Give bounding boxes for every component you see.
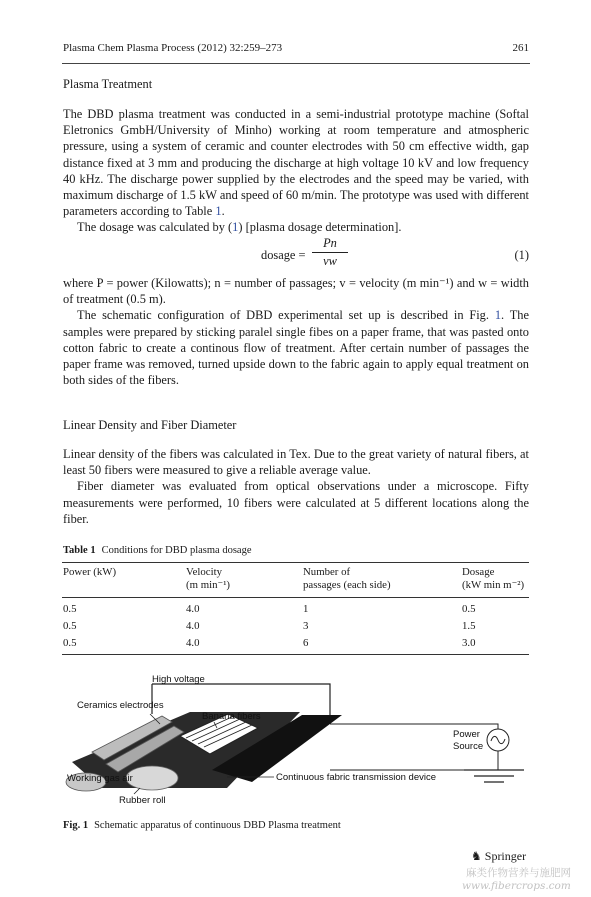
table-cell: 1.5 (462, 620, 476, 632)
table-header-cell: (kW min m⁻²) (462, 579, 525, 591)
springer-horse-icon: ♞ (471, 849, 482, 863)
table-top-rule (62, 562, 529, 563)
figure-caption (63, 820, 341, 831)
label-ceramics-electrodes: Ceramics electrodes (77, 700, 164, 711)
rubber-roll (126, 766, 178, 790)
table-header-cell: passages (each side) (303, 579, 391, 591)
equation-denominator: vw (323, 254, 337, 268)
section-heading-plasma-treatment: Plasma Treatment (63, 77, 153, 91)
table-header-cell: (m min⁻¹) (186, 579, 231, 591)
paragraph-linear-density: Linear density of the fibers was calculated in Tex. Due to the great variety of natural fibers, at least 50 fibers were measured to give a reliable average value. Fiber diameter was evaluated from optical observations under a microscope. Fifty measurements were performed, 10 fibers were calculated at 5 different locations along the fiber. (63, 447, 529, 526)
page-number: 261 (512, 42, 529, 54)
journal-citation: Plasma Chem Plasma Process (2012) 32:259–273 (63, 42, 283, 54)
table-header-cell: Number of (303, 566, 351, 578)
ac-wave-icon (491, 736, 505, 743)
table-title: Conditions for DBD plasma dosage (101, 545, 252, 556)
table-cell: 4.0 (186, 637, 200, 649)
watermark-url: www.fibercrops.com (462, 880, 571, 892)
figure-caption-text: Schematic apparatus of continuous DBD Plasma treatment (94, 820, 341, 831)
table-header-rule (62, 597, 529, 598)
equation-ref-link[interactable]: 1 (232, 220, 239, 235)
publisher-name: Springer (484, 849, 527, 863)
label-conveyor: Continuous fabric transmission device (276, 772, 436, 783)
publisher-mark (471, 849, 526, 864)
table-caption (63, 545, 252, 556)
table-bottom-rule (62, 654, 529, 655)
label-working-gas: Working gas air (67, 773, 133, 784)
figure-dbd-apparatus (62, 670, 532, 820)
table-cell: 4.0 (186, 603, 200, 615)
section-heading-linear-density: Linear Density and Fiber Diameter (63, 418, 237, 432)
label-banana-fibers: Banana fibers (202, 711, 261, 722)
table-header-cell: Velocity (186, 566, 222, 578)
table-label: Table 1 (63, 545, 96, 556)
equation-number: (1) (514, 248, 529, 262)
table-ref-link[interactable]: 1 (215, 204, 222, 219)
label-rubber-roll: Rubber roll (119, 795, 166, 806)
table-header-cell: Dosage (462, 566, 495, 578)
table-cell: 1 (303, 603, 309, 615)
table-cell: 0.5 (63, 603, 77, 615)
table-cell: 3 (303, 620, 309, 632)
header-rule (62, 63, 530, 64)
equation-numerator: Pn (312, 236, 348, 253)
label-high-voltage: High voltage (152, 674, 205, 685)
leader-line (134, 788, 140, 794)
table-cell: 0.5 (63, 620, 77, 632)
label-power: Power (453, 729, 480, 740)
table-cell: 0.5 (462, 603, 476, 615)
paragraph-plasma-setup: The DBD plasma treatment was conducted in a semi-industrial prototype machine (Softal Eletronics GmbH/University of Minho) working at room temperature and atmospheric pressure, using a system of ceramic and counter electrodes with 50 cm effective width, gap distance fixed at 3 mm and producing the discharge at high voltage 10 kV and low frequency 40 kHz. The discharge power supplied by the electrodes and the speed may be varied, with maximum discharge of 1.5 kW and speed of 60 m/min. The prototype was used with different parameters according to Table 1. The dosage was calculated by (1) [plasma dosage determination]. (63, 107, 529, 235)
table-cell: 0.5 (63, 637, 77, 649)
table-cell: 6 (303, 637, 309, 649)
table-cell: 3.0 (462, 637, 476, 649)
figure-label: Fig. 1 (63, 820, 89, 831)
label-source: Source (453, 741, 484, 752)
figure-ref-link[interactable]: 1 (494, 308, 502, 323)
watermark-cn: 麻类作物营养与施肥网 (466, 867, 571, 879)
table-header-cell: Power (kW) (63, 566, 117, 578)
equation-lhs: dosage = (261, 248, 306, 262)
equation-dosage (63, 236, 529, 276)
table-cell: 4.0 (186, 620, 200, 632)
paragraph-variables: where P = power (Kilowatts); n = number of passages; v = velocity (m min⁻¹) and w = width of treatment (0.5 m). The schematic configuration of DBD experimental set up is described in Fig. 1. The samples were prepared by sticking paralel single fibes on a paper frame, that was pasted onto cotton fabric to create a continous flow of treatment. After certain number of passages the paper frame was removed, turned upside down to the fabric again to apply equal treatment on both sides of the fibers. (63, 276, 529, 388)
equation-fraction (312, 236, 348, 269)
